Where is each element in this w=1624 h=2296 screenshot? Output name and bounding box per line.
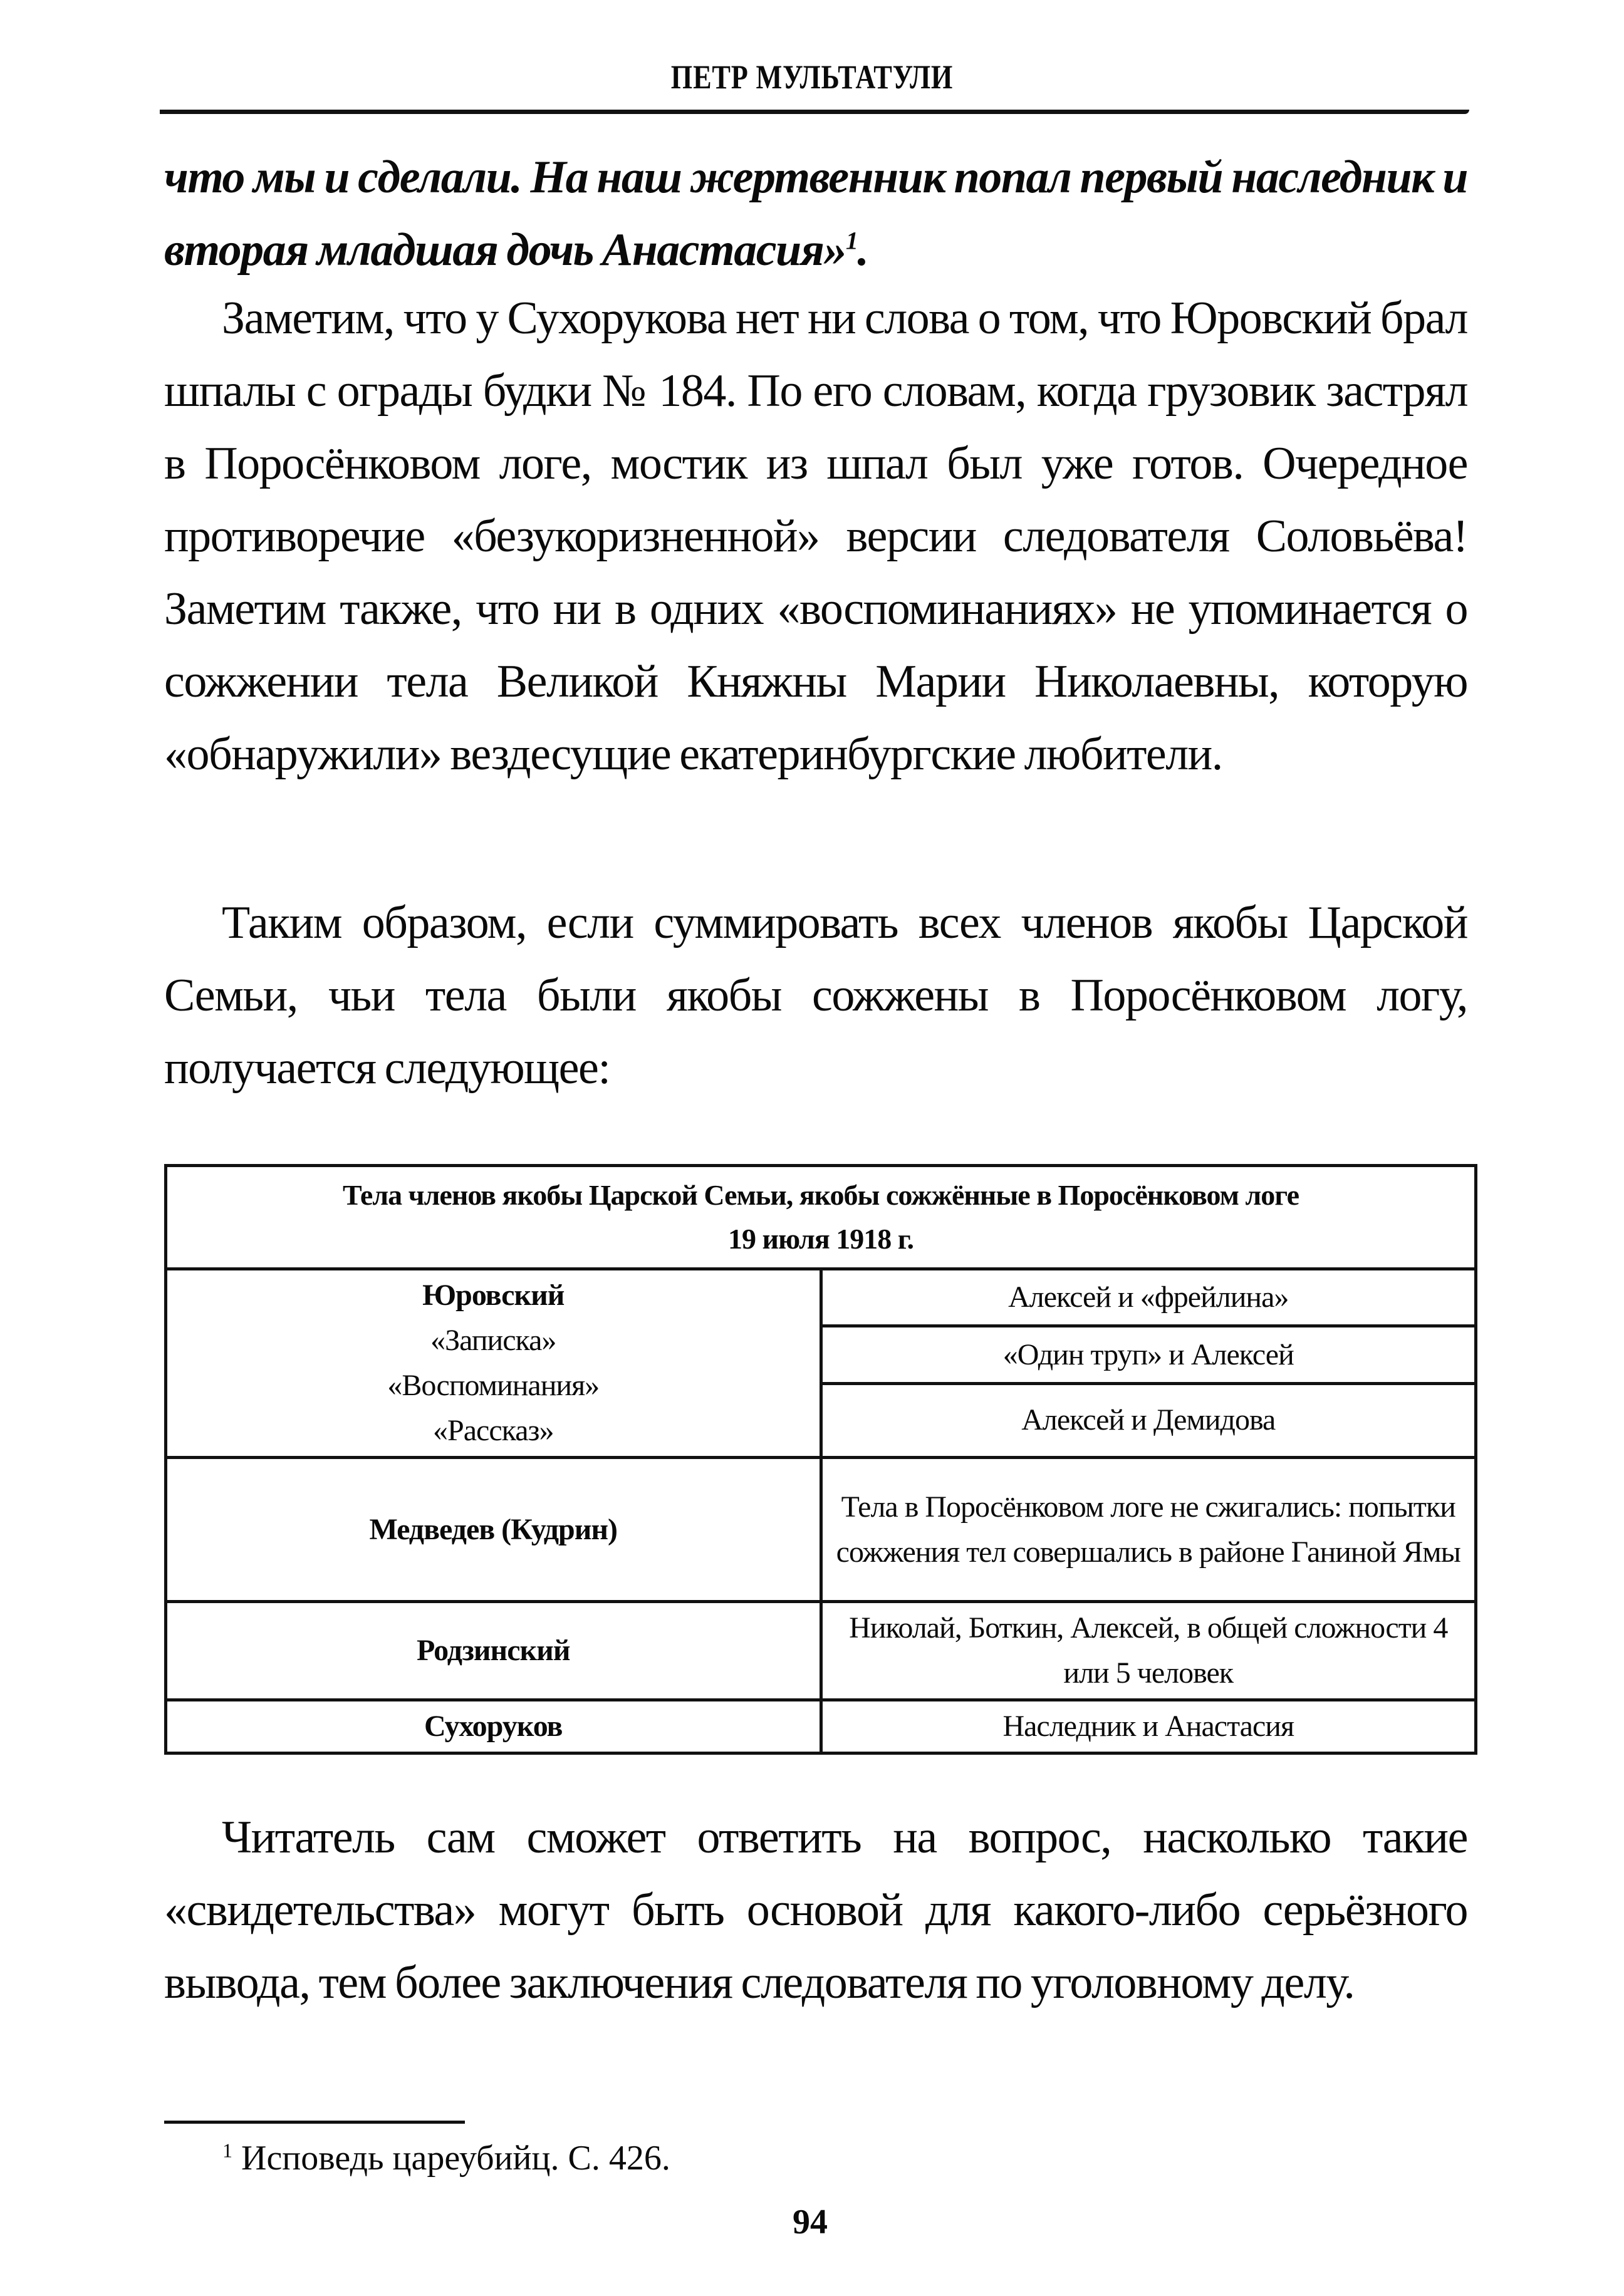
paragraph-conclusion bbox=[164, 1801, 1467, 2019]
source-document: «Воспоминания» bbox=[387, 1369, 600, 1402]
footnote-ref[interactable]: 1 bbox=[845, 226, 858, 255]
quote-text: что мы и сделали. На наш жертвенник попал первый наследник и вторая младшая дочь Анастасия» bbox=[164, 152, 1467, 276]
table-title bbox=[166, 1166, 1476, 1269]
claim-cell: Алексей и Демидова bbox=[821, 1383, 1476, 1457]
table-title-line-1: Тела членов якобы Царской Семьи, якобы сожжённые в Поросёнковом логе bbox=[343, 1179, 1299, 1211]
quote-period: . bbox=[857, 224, 868, 276]
footnote bbox=[222, 2133, 670, 2183]
source-name: Юровский bbox=[422, 1279, 565, 1312]
table-header-row bbox=[166, 1166, 1476, 1269]
quote-continuation-paragraph bbox=[164, 141, 1467, 286]
claim-cell: Николай, Боткин, Алексей, в общей сложности 4 или 5 человек bbox=[821, 1602, 1476, 1700]
table-row bbox=[166, 1602, 1476, 1700]
table-row bbox=[166, 1700, 1476, 1753]
header-rule bbox=[160, 110, 1469, 114]
footnote-text: Исповедь цареубийц. С. 426. bbox=[241, 2139, 670, 2178]
paragraph-text: Читатель сам сможет ответить на вопрос, насколько такие «свидетельства» могут быть основой для какого-либо серьёзного вывода, тем более заключения следователя по уголовному делу. bbox=[164, 1812, 1467, 2008]
claim-cell: Наследник и Анастасия bbox=[821, 1700, 1476, 1753]
footnote-number: 1 bbox=[222, 2139, 232, 2162]
table-row bbox=[166, 1458, 1476, 1602]
source-document: «Рассказ» bbox=[433, 1414, 554, 1447]
claim-cell: Алексей и «фрейлина» bbox=[821, 1269, 1476, 1326]
source-cell: Родзинский bbox=[166, 1602, 821, 1700]
claim-cell: Тела в Поросёнковом логе не сжигались: попытки сожжения тел совершались в районе Ганиной Ямы bbox=[821, 1458, 1476, 1602]
paragraph-sukhorukov bbox=[164, 282, 1467, 791]
burned-bodies-table bbox=[164, 1164, 1477, 1755]
running-head-author: ПЕТР МУЛЬТАТУЛИ bbox=[670, 58, 954, 96]
claim-cell: «Один труп» и Алексей bbox=[821, 1326, 1476, 1383]
footnote-rule bbox=[164, 2121, 465, 2124]
source-cell: Медведев (Кудрин) bbox=[166, 1458, 821, 1602]
source-document: «Записка» bbox=[430, 1324, 556, 1357]
paragraph-summary bbox=[164, 886, 1467, 1104]
table-row bbox=[166, 1269, 1476, 1326]
page-number: 94 bbox=[793, 2203, 828, 2241]
source-cell-yurovsky bbox=[166, 1269, 821, 1458]
table-title-line-2: 19 июля 1918 г. bbox=[728, 1223, 914, 1255]
paragraph-text: Таким образом, если суммировать всех членов якобы Царской Семьи, чьи тела были якобы сожжены в Поросёнковом логу, получается следующее: bbox=[164, 897, 1467, 1094]
paragraph-text: Заметим, что у Сухорукова нет ни слова о том, что Юровский брал шпалы с ограды будки № 184. По его словам, когда грузовик застрял в Поросёнковом логе, мостик из шпал был уже готов. Очередное противоречие «безукоризненной» версии следователя Соловьёва! Заметим также, что ни в одних «воспоминаниях» не упоминается о сожжении тела Великой Княжны Марии Николаевны, которую «обнаружили» вездесущие екатеринбургские любители. bbox=[164, 293, 1467, 780]
source-cell: Сухоруков bbox=[166, 1700, 821, 1753]
